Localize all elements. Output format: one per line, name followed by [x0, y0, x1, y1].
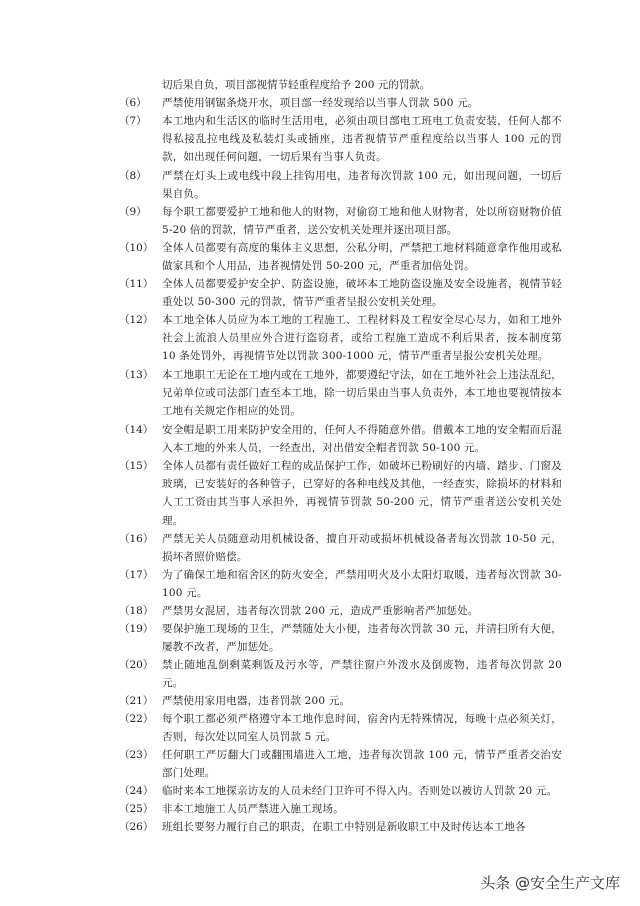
rule-number: （21）	[119, 695, 154, 707]
rule-number: （18）	[119, 605, 154, 617]
rule-number: （9）	[119, 206, 147, 218]
continuation-text: 切后果自负，项目部视情节轻重程度给予 200 元的罚款。	[162, 79, 431, 91]
rule-text: 严禁在灯头上或电线中段上挂钩用电，违者每次罚款 100 元，如出现问题，一切后果自负。	[162, 170, 562, 201]
rule-text: 严禁男女混居，违者每次罚款 200 元，造成严重影响者严加惩处。	[162, 605, 479, 617]
rule-text: 全体人员都要爱护安全护、防盗设施，破坏本工地防盗设施及安全设施者，视情节轻重处以 50-300 元的罚款，情节严重者呈报公安机关处理。	[162, 278, 562, 309]
rule-number: （22）	[119, 713, 154, 725]
rule-text: 全体人员都有责任做好工程的成品保护工作，如破坏已粉刷好的内墙、踏步、门窗及玻璃，已安装好的各种管子，已穿好的各种电线及其他，一经查实，除损坏的材料和人工工资由其当事人承担外，再视情节罚款 50-200 元，情节严重者送公安机关处理。	[162, 460, 562, 527]
rule-number: （13）	[119, 369, 154, 381]
rule-text: 每个职工都必须严格遵守本工地作息时间，宿舍内无特殊情况，每晚十点必须关灯，否则，每次处以同室人员罚款 5 元。	[162, 713, 562, 744]
rule-number: （26）	[119, 821, 154, 833]
rule-number: （16）	[119, 533, 154, 545]
watermark: 头条 @安全生产文库	[480, 874, 620, 892]
rule-text: 禁止随地乱倒剩菜剩饭及污水等，严禁往窗户外泼水及倒废物，违者每次罚款 20 元。	[162, 659, 562, 690]
rule-text: 安全帽是职工用来防护安全用的，任何人不得随意外借。借戴本工地的安全帽而后混入本工地的外来人员，一经查出，对出借安全帽者罚款 50-100 元。	[162, 424, 562, 455]
rule-text: 要保护施工现场的卫生，严禁随处大小便，违者每次罚款 30 元，并清扫所有大便，屡教不改者，严加惩处。	[162, 623, 562, 654]
rule-number: （23）	[119, 749, 154, 761]
rule-number: （7）	[119, 115, 147, 127]
rule-text: 本工地全体人员应为本工地的工程施工、工程材料及工程安全尽心尽力，如和工地外社会上流浪人员里应外合进行盗窃者，或给工程施工造成不利后果者，按本制度第 10 条处罚外，再视情节处以罚款 300-1000 元，情节严重者呈报公安机关处理。	[162, 314, 562, 363]
rule-number: （10）	[119, 242, 154, 254]
rule-text: 为了确保工地和宿舍区的防火安全，严禁用明火及小太阳灯取暖，违者每次罚款 30-100 元。	[162, 569, 562, 600]
rule-number: （6）	[119, 97, 147, 109]
rule-text: 严禁无关人员随意动用机械设备，擅自开动或损坏机械设备者每次罚款 10-50 元，损坏者照价赔偿。	[162, 533, 562, 564]
rule-number: （12）	[119, 314, 154, 326]
rule-number: （25）	[119, 803, 154, 815]
rule-text: 非本工地施工人员严禁进入施工现场。	[162, 803, 344, 815]
rule-text: 本工地内和生活区的临时生活用电，必须由项目部电工班电工负责安装，任何人都不得私接乱拉电线及私装灯头或插座，违者视情节严重程度给以当事人 100 元的罚款，如出现任何问题，一切后果有当事人负责。	[162, 115, 562, 164]
rule-text: 临时来本工地探亲访友的人员未经门卫许可不得入内。否则处以被访人罚款 20 元。	[162, 785, 558, 797]
rule-text: 每个职工都要爱护工地和他人的财物，对偷窃工地和他人财物者，处以所窃财物价值 5-20 倍的罚款，情节严重者，送公安机关处理并逐出项目部。	[162, 206, 562, 237]
rule-number: （17）	[119, 569, 154, 581]
rule-text: 严禁使用家用电器，违者罚款 200 元。	[162, 695, 351, 707]
rule-number: （15）	[119, 460, 154, 472]
rule-number: （20）	[119, 659, 154, 671]
rule-number: （11）	[119, 278, 154, 290]
rule-number: （14）	[119, 424, 154, 436]
rule-text: 任何职工严厉翻大门或翻围墙进入工地，违者每次罚款 100 元，情节严重者交治安部门处理。	[162, 749, 562, 780]
rule-number: （24）	[119, 785, 154, 797]
rule-number: （8）	[119, 170, 147, 182]
rule-text: 本工地职工无论在工地内或在工地外，都要遵纪守法，如在工地外社会上违法乱纪，兄弟单位或司法部门查至本工地，除一切后果由当事人负责外，本工地也要视情按本工地有关规定作相应的处罚。	[162, 369, 562, 418]
rule-number: （19）	[119, 623, 154, 635]
rule-text: 全体人员都要有高度的集体主义思想，公私分明，严禁把工地材料随意拿作他用或私做家具和个人用品，违者视情处罚 50-200 元，严重者加倍处罚。	[162, 242, 562, 273]
rule-text: 班组长要努力履行自己的职责，在职工中特别是新收职工中及时传达本工地各	[162, 821, 526, 833]
rule-text: 严禁使用钢锯条烧开水，项目部一经发现给以当事人罚款 500 元。	[162, 97, 479, 109]
